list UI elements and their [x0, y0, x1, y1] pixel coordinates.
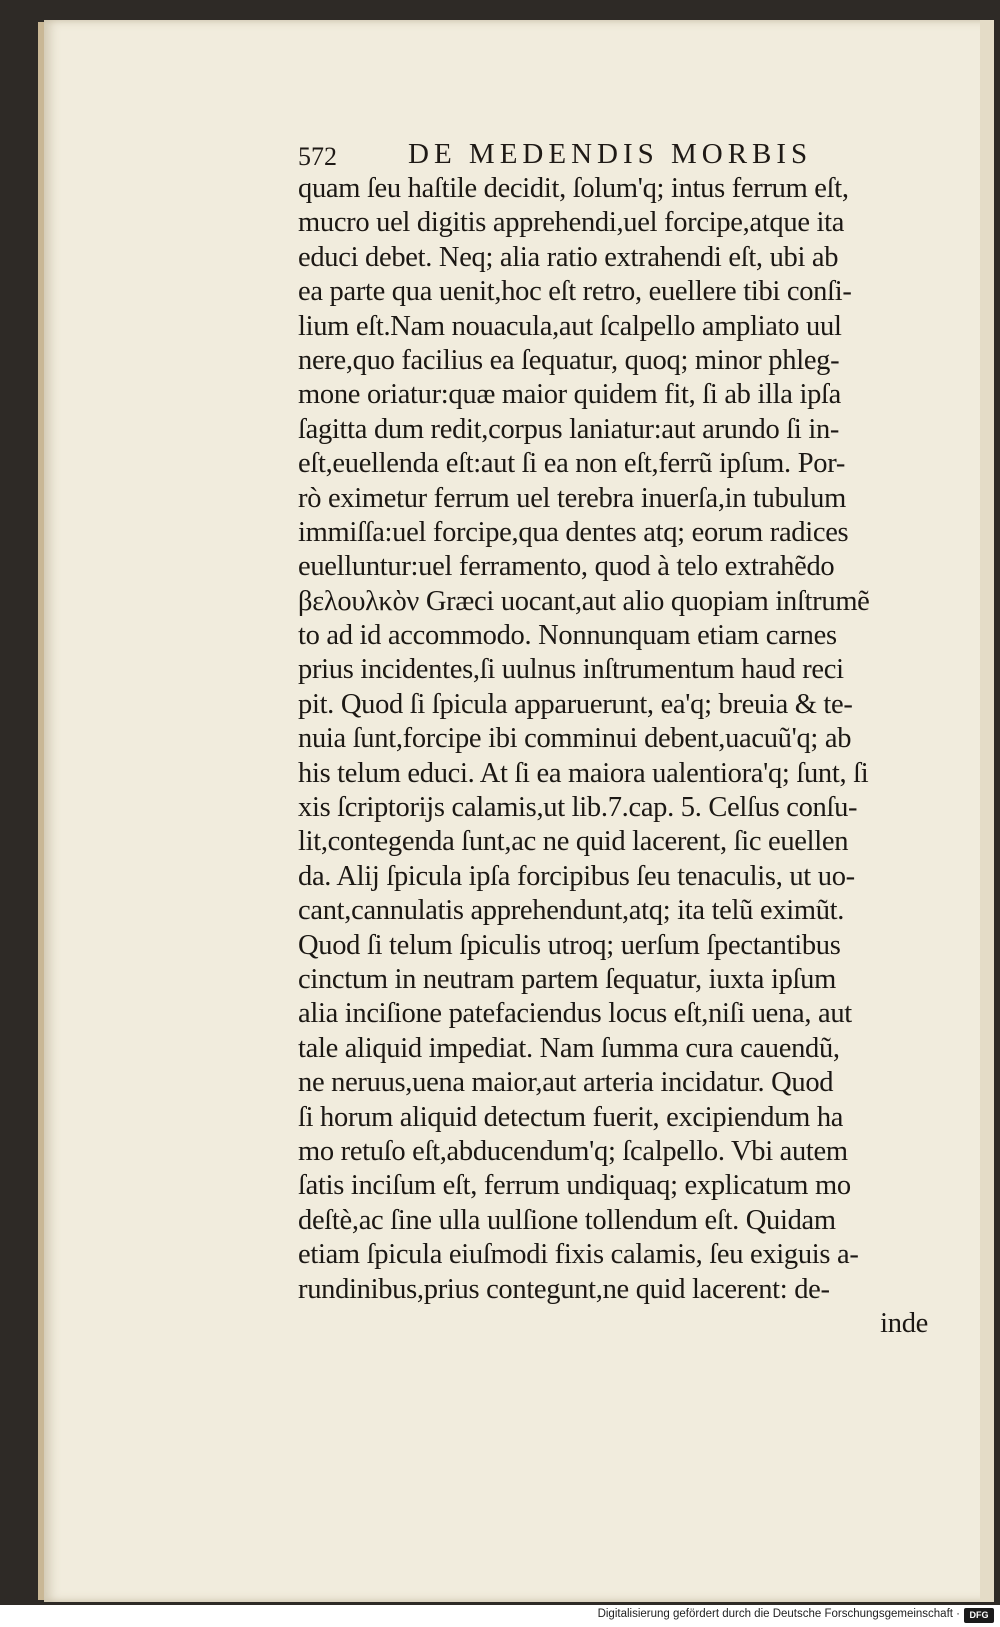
text-line: immiſſa:uel forcipe,qua dentes atq; eorum radices	[298, 516, 849, 548]
text-line: prius incidentes,ſi uulnus inſtrumentum haud reci	[298, 654, 844, 686]
catchword: inde	[880, 1307, 928, 1339]
text-line: nere,quo facilius ea ſequatur, quoq; minor phleg-	[298, 344, 840, 376]
text-line: eſt,euellenda eſt:aut ſi ea non eſt,ferrũ ipſum. Por-	[298, 448, 846, 480]
running-head	[298, 138, 858, 174]
text-line: ſatis inciſum eſt, ferrum undiquaq; explicatum mo	[298, 1170, 851, 1202]
text-line: rò eximetur ferrum uel terebra inuerſa,in tubulum	[298, 482, 846, 514]
running-head-title: DE MEDENDIS MORBIS	[408, 138, 813, 170]
text-line: lium eſt.Nam nouacula,aut ſcalpello ampliato uul	[298, 310, 842, 342]
text-line: alia inciſione patefaciendus locus eſt,niſi uena, aut	[298, 998, 852, 1030]
text-line: pit. Quod ſi ſpicula apparuerunt, ea'q; breuia & te-	[298, 688, 853, 720]
text-line: rundinibus,prius contegunt,ne quid lacerent: de-	[298, 1273, 830, 1305]
text-line: his telum educi. At ſi ea maiora ualentiora'q; ſunt, ſi	[298, 757, 869, 789]
text-line: nuia ſunt,forcipe ibi comminui debent,uacuũ'q; ab	[298, 723, 852, 755]
text-line: cinctum in neutram partem ſequatur, iuxta ipſum	[298, 963, 836, 995]
text-line: euelluntur:uel ferramento, quod à telo extrahẽdo	[298, 551, 835, 583]
page-number: 572	[298, 142, 337, 171]
text-line: lit,contegenda ſunt,ac ne quid lacerent, ſic euellen	[298, 826, 849, 858]
text-line: deſtè,ac ſine ulla uulſione tollendum eſt. Quidam	[298, 1204, 836, 1236]
text-line: βελουλκὸν Græci uocant,aut alio quopiam inſtrumẽ	[298, 585, 870, 617]
text-line: tale aliquid impediat. Nam ſumma cura cauendũ,	[298, 1032, 840, 1064]
text-line: xis ſcriptorijs calamis,ut lib.7.cap. 5. Celſus conſu-	[298, 792, 858, 824]
text-line: mo retuſo eſt,abducendum'q; ſcalpello. Vbi autem	[298, 1135, 848, 1167]
text-line: mucro uel digitis apprehendi,uel forcipe,atque ita	[298, 207, 845, 239]
text-line: to ad id accommodo. Nonnunquam etiam carnes	[298, 620, 837, 652]
dfg-logo-badge: DFG	[964, 1608, 994, 1623]
text-line: ea parte qua uenit,hoc eſt retro, euellere tibi conſi-	[298, 276, 852, 308]
page-edge-right	[980, 20, 994, 1602]
footer-bar	[0, 1605, 1000, 1627]
text-block	[298, 172, 938, 1341]
text-line: Quod ſi telum ſpiculis utroq; uerſum ſpectantibus	[298, 929, 841, 961]
text-line: ne neruus,uena maior,aut arteria incidatur. Quod	[298, 1067, 834, 1099]
funding-notice: Digitalisierung gefördert durch die Deutsche Forschungsgemeinschaft ·	[597, 1608, 960, 1620]
text-line: da. Alij ſpicula ipſa forcipibus ſeu tenaculis, ut uo-	[298, 860, 855, 892]
text-line: educi debet. Neq; alia ratio extrahendi eſt, ubi ab	[298, 241, 839, 273]
text-line: quam ſeu haſtile decidit, ſolum'q; intus ferrum eſt,	[298, 173, 849, 204]
text-line: etiam ſpicula eiuſmodi fixis calamis, ſeu exiguis a-	[298, 1239, 859, 1271]
text-line: cant,cannulatis apprehendunt,atq; ita telũ eximũt.	[298, 895, 845, 927]
text-line: ſi horum aliquid detectum fuerit, excipiendum ha	[298, 1101, 844, 1133]
text-line: ſagitta dum redit,corpus laniatur:aut arundo ſi in-	[298, 413, 840, 445]
text-line: mone oriatur:quæ maior quidem fit, ſi ab illa ipſa	[298, 379, 842, 411]
